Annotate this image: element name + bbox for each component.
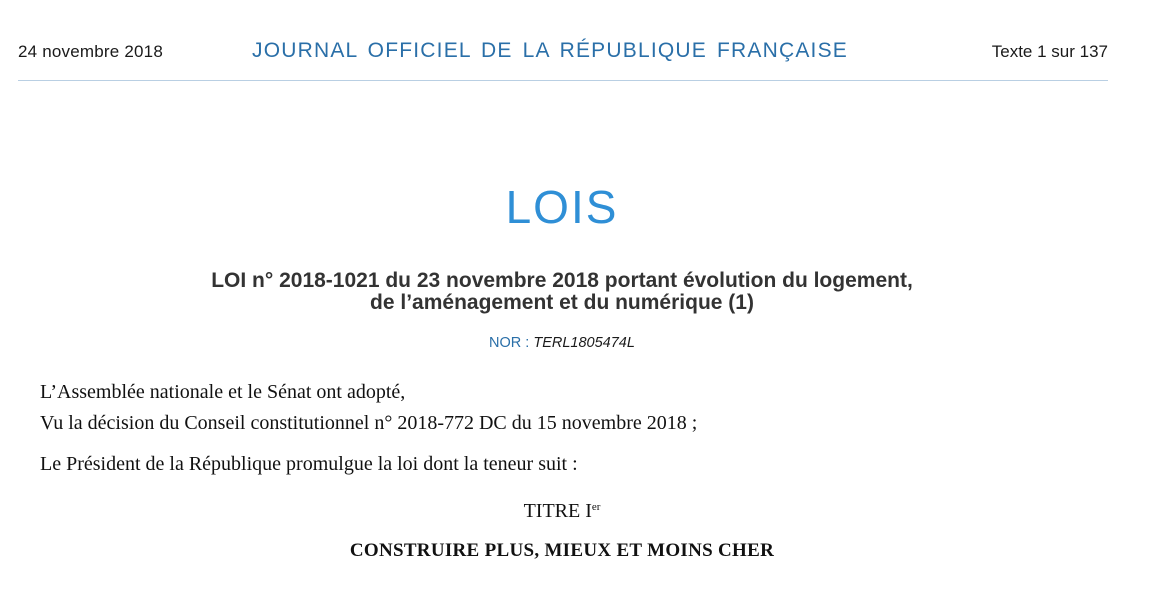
journal-title: JOURNAL OFFICIEL DE LA RÉPUBLIQUE FRANÇAISE: [252, 39, 848, 62]
page-header: [0, 0, 1156, 82]
paragraph-decision: Vu la décision du Conseil constitutionnel n° 2018-772 DC du 15 novembre 2018 ;: [40, 412, 698, 434]
titre-label: [0, 500, 1124, 523]
law-title-line-1: LOI n° 2018-1021 du 23 novembre 2018 portant évolution du logement,: [211, 269, 913, 292]
titre-label-text: TITRE I: [523, 500, 592, 522]
law-title-line-2: de l’aménagement et du numérique (1): [370, 291, 754, 314]
nor-code: TERL1805474L: [533, 335, 635, 351]
publication-date: 24 novembre 2018: [18, 42, 163, 61]
header-divider: [18, 80, 1108, 81]
titre-heading: CONSTRUIRE PLUS, MIEUX ET MOINS CHER: [349, 540, 775, 561]
nor-reference: [0, 335, 1124, 351]
paragraph-promulgation: Le Président de la République promulgue la loi dont la teneur suit :: [40, 453, 578, 475]
paragraph-adoption: L’Assemblée nationale et le Sénat ont adopté,: [40, 381, 406, 403]
text-count: Texte 1 sur 137: [991, 42, 1108, 61]
titre-superscript: er: [591, 501, 601, 513]
law-title: [0, 270, 1124, 314]
nor-label: NOR :: [489, 335, 530, 351]
section-title: LOIS: [505, 181, 619, 233]
